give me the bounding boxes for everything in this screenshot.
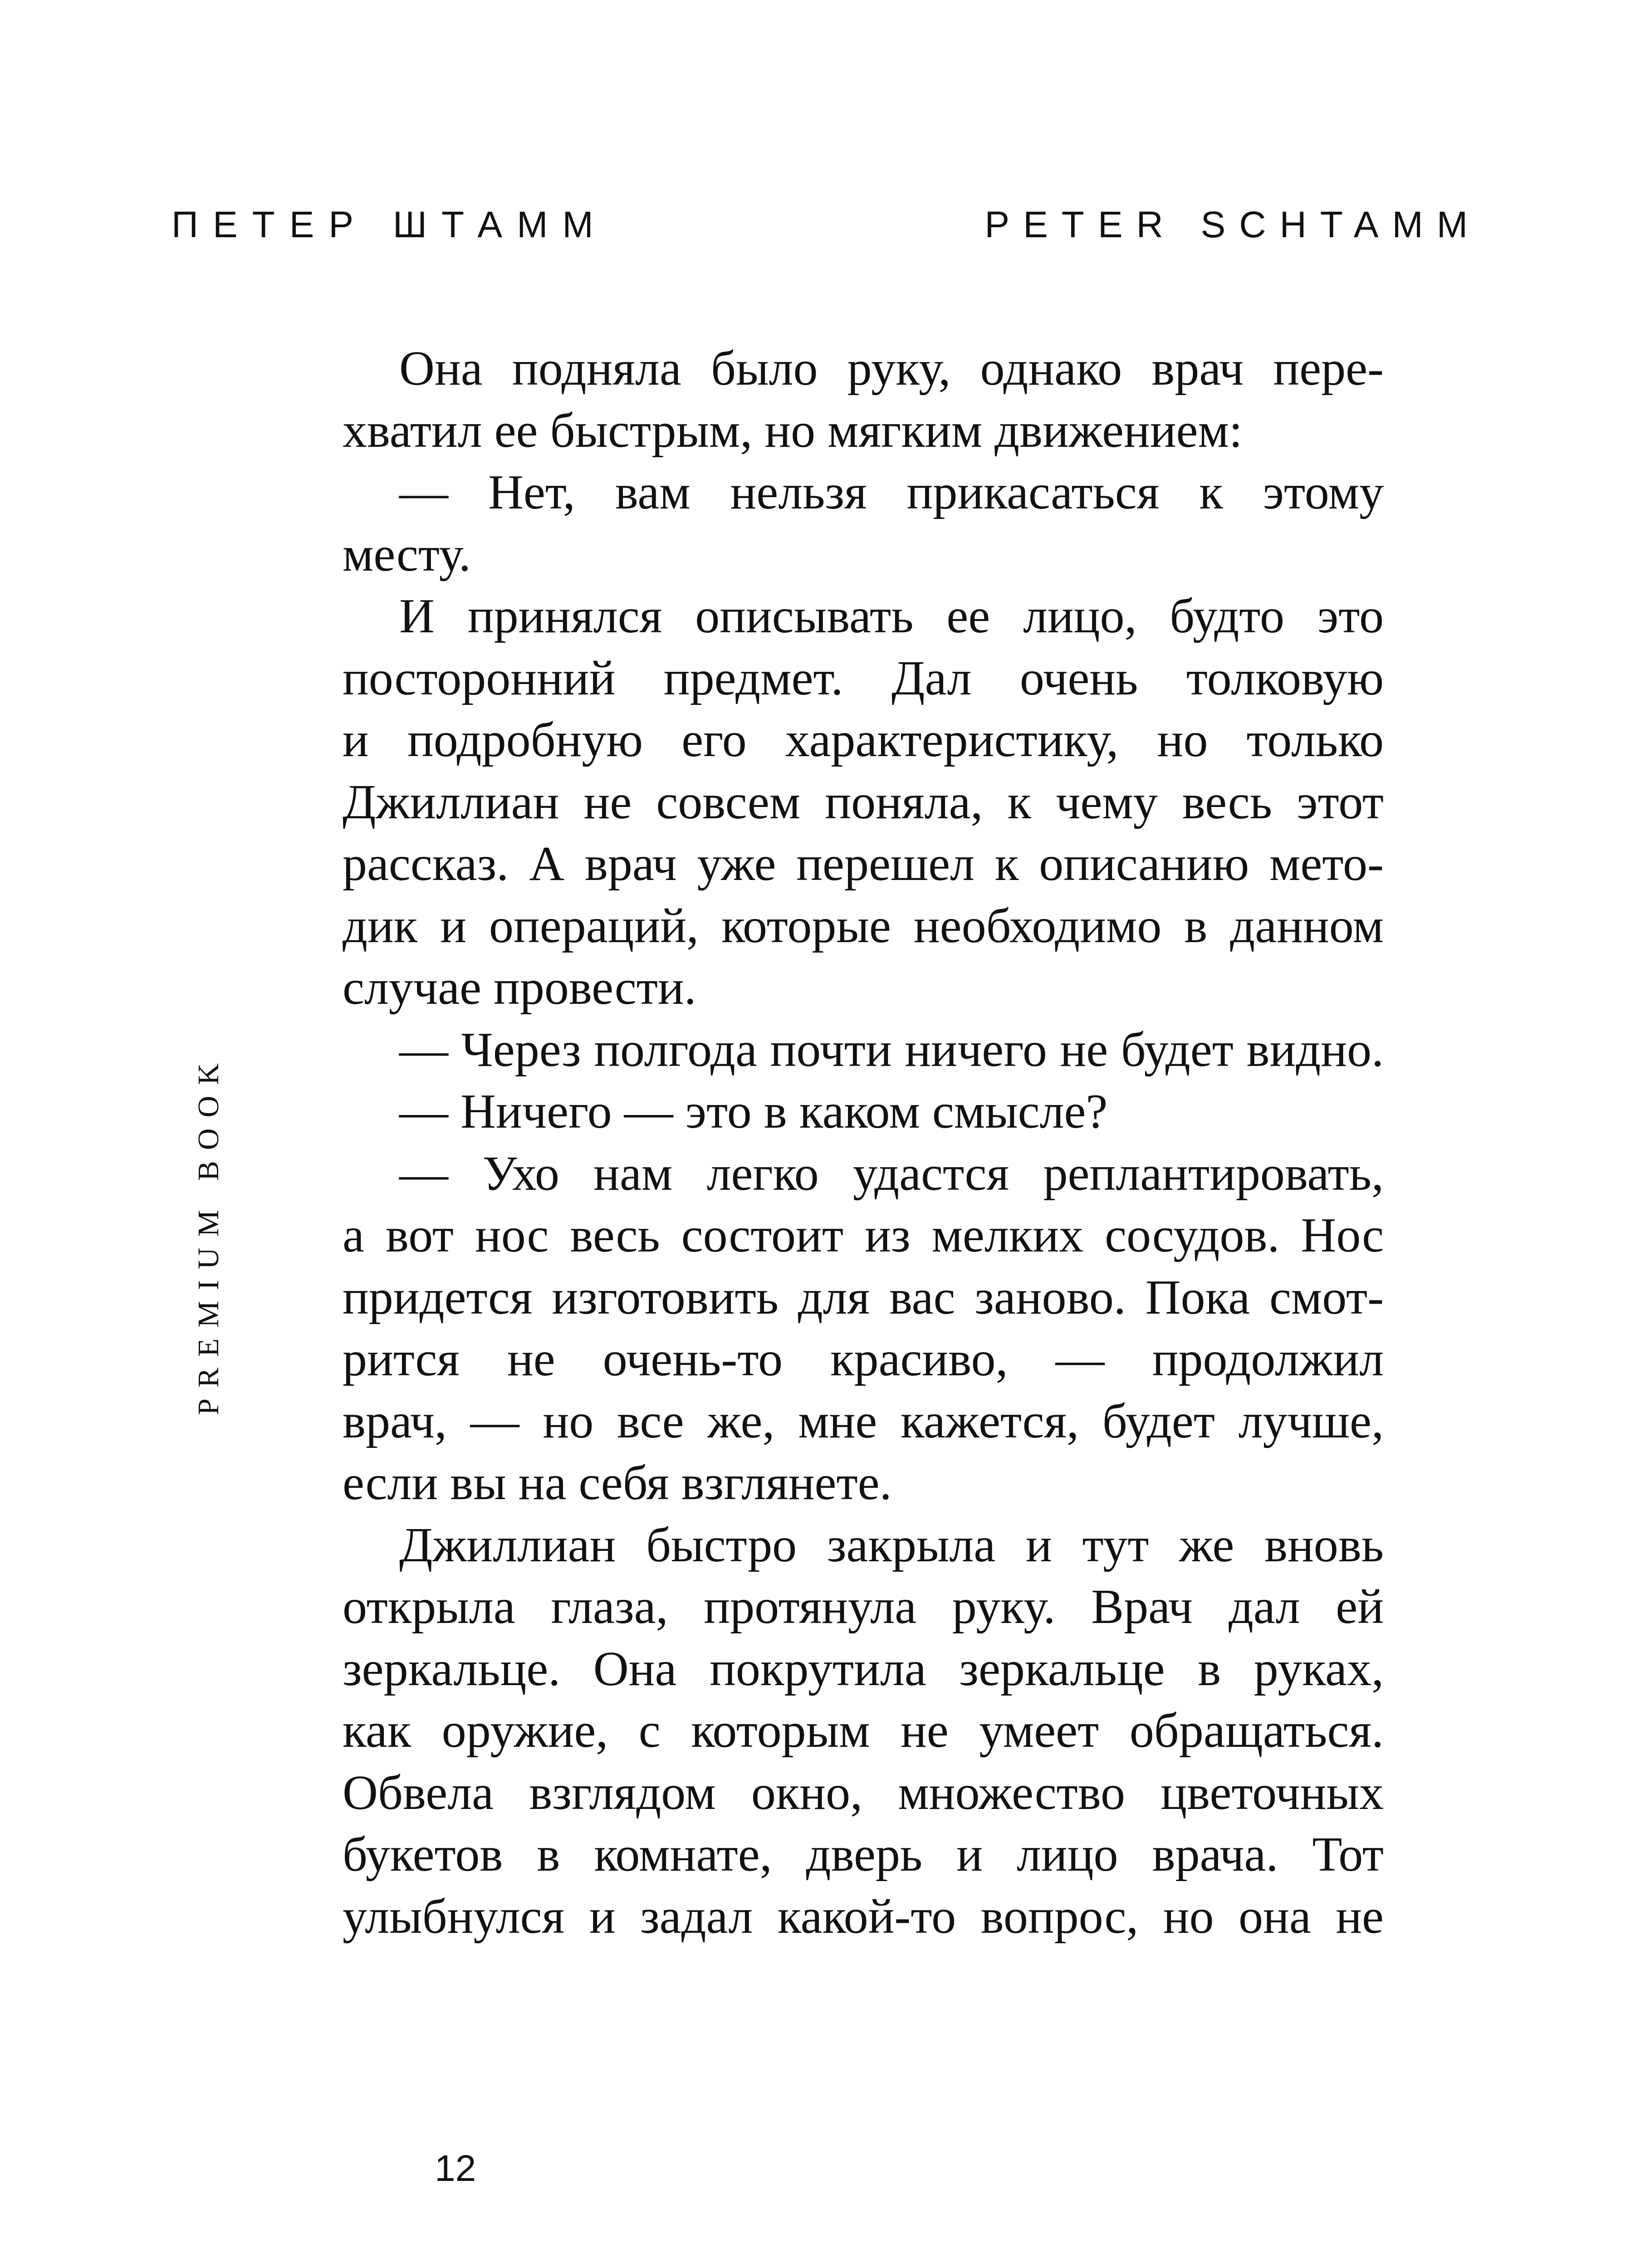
text-line: посторонний предмет. Дал очень толковую	[343, 651, 1384, 705]
text-line: — Ничего — это в каком смысле?	[399, 1085, 1108, 1139]
running-header-author-latin: PETER SCHTAMM	[984, 204, 1481, 245]
text-line: врач, — но все же, мне кажется, будет лучше,	[343, 1394, 1384, 1448]
text-line: И принялся описывать ее лицо, будто это	[399, 589, 1384, 643]
text-line: открыла глаза, протянула руку. Врач дал ей	[343, 1580, 1384, 1634]
running-header-author-ru: ПЕТЕР ШТАММ	[171, 204, 608, 245]
text-line: Она подняла было руку, однако врач пере-	[399, 342, 1384, 396]
text-line: если вы на себя взглянете.	[343, 1456, 892, 1510]
text-line: рится не очень-то красиво, — продолжил	[343, 1332, 1384, 1386]
text-line: букетов в комнате, дверь и лицо врача. Тот	[343, 1828, 1384, 1882]
text-line: — Нет, вам нельзя прикасаться к этому	[399, 465, 1384, 519]
text-line: а вот нос весь состоит из мелких сосудов. Нос	[343, 1208, 1384, 1262]
text-line: как оружие, с которым не умеет обращаться.	[343, 1704, 1384, 1758]
text-line: и подробную его характеристику, но только	[343, 713, 1384, 767]
text-line: случае провести.	[343, 961, 696, 1015]
text-line: — Ухо нам легко удастся реплантировать,	[399, 1146, 1384, 1201]
text-line: зеркальце. Она покрутила зеркальце в руках,	[343, 1642, 1384, 1696]
text-line: Джиллиан не совсем поняла, к чему весь этот	[343, 775, 1384, 829]
text-line: рассказ. А врач уже перешел к описанию мето-	[343, 837, 1384, 891]
text-line: Обвела взглядом окно, множество цветочных	[343, 1765, 1384, 1820]
text-line: хватил ее быстрым, но мягким движением:	[343, 403, 1243, 458]
text-line: придется изготовить для вас заново. Пока смот-	[343, 1270, 1384, 1325]
text-line: — Через полгода почти ничего не будет видно.	[399, 1022, 1384, 1077]
text-line: дик и операций, которые необходимо в данном	[343, 899, 1384, 953]
text-line: улыбнулся и задал какой-то вопрос, но она не	[343, 1889, 1384, 1944]
body-text	[343, 338, 1384, 1948]
text-line: месту.	[343, 527, 471, 582]
text-line: Джиллиан быстро закрыла и тут же вновь	[399, 1518, 1384, 1572]
page-number: 12	[435, 2148, 476, 2189]
side-label-premium-book: PREMIUM BOOK	[192, 1052, 225, 1415]
